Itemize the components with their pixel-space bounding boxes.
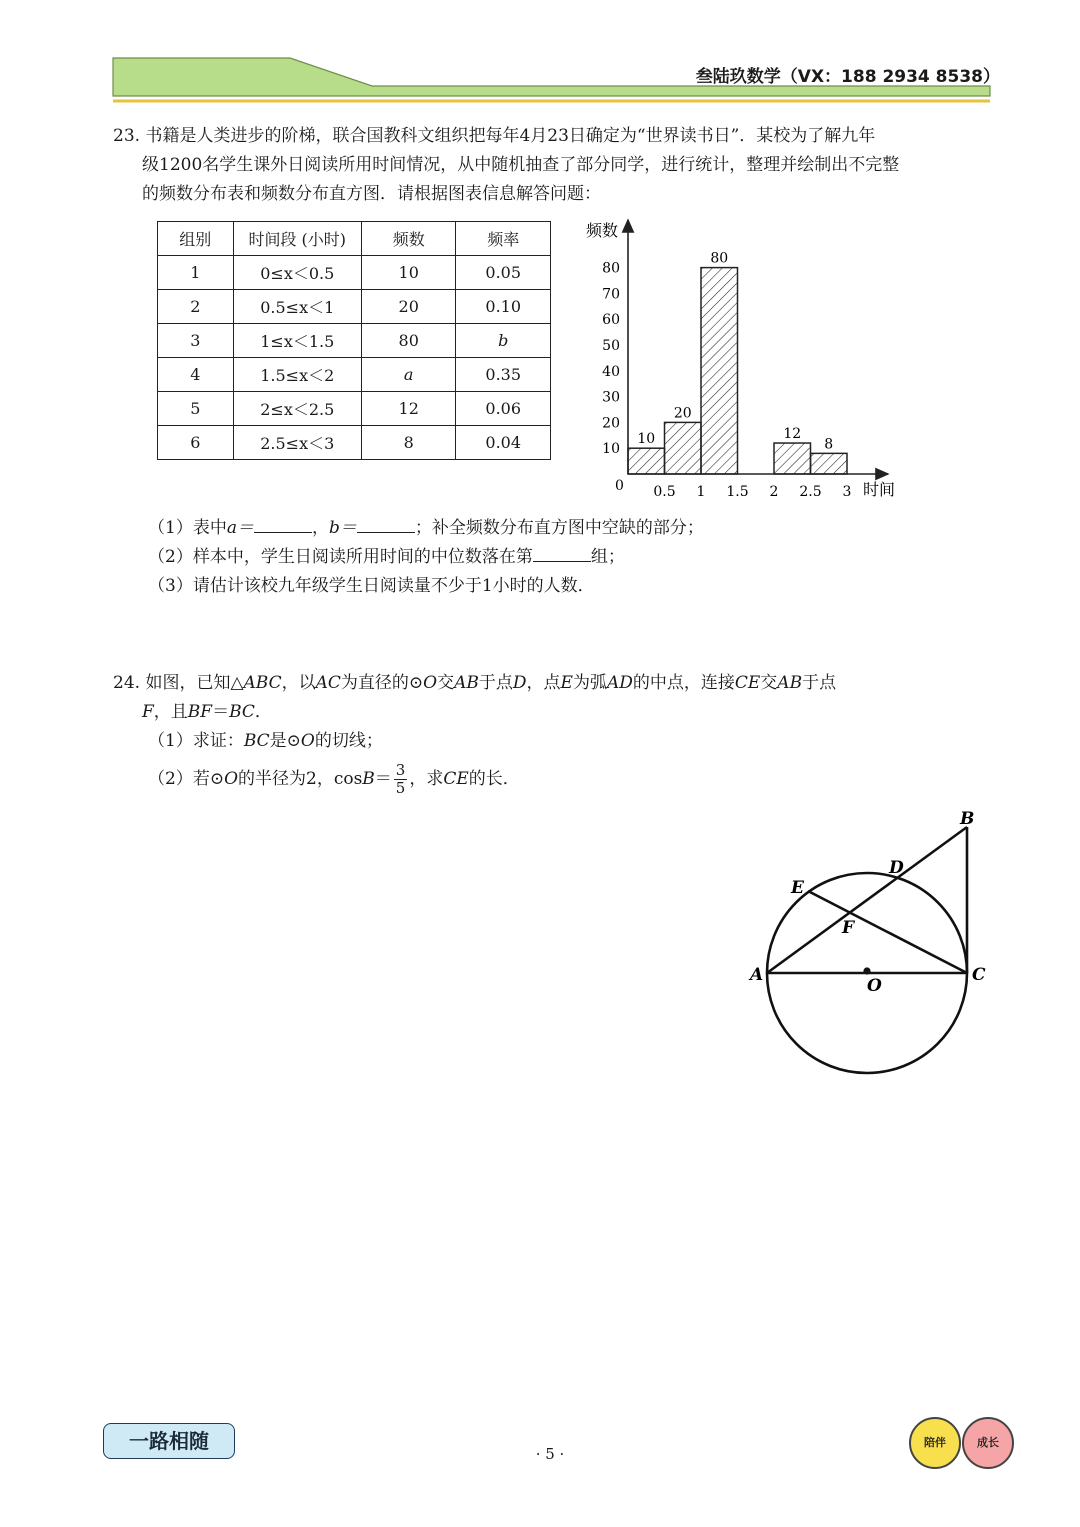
table-cell: 4 — [158, 358, 234, 392]
table-cell: 12 — [361, 392, 455, 426]
q23-line3: 的频数分布表和频数分布直方图．请根据图表信息解答问题： — [142, 184, 601, 204]
frequency-table — [157, 221, 551, 460]
table-cell: 10 — [361, 256, 455, 290]
label-e: E — [791, 878, 804, 898]
q23-sub1-b: b＝ — [328, 518, 357, 538]
q24-var: F — [142, 702, 154, 722]
answer-blank-a[interactable] — [254, 514, 312, 533]
q24-var: BF — [187, 702, 213, 722]
table-cell: 0.04 — [456, 426, 551, 460]
label-d: D — [889, 858, 904, 878]
table-row — [158, 324, 551, 358]
table-cell: 20 — [361, 290, 455, 324]
table-cell: 8 — [361, 426, 455, 460]
header-title: 叁陆玖数学（VX：188 2934 8538） — [695, 67, 1000, 87]
bar-value-label: 10 — [637, 431, 656, 448]
label-b: B — [960, 809, 975, 829]
table-cell: 2.5≤x＜3 — [233, 426, 361, 460]
table-cell: 1 — [158, 256, 234, 290]
x-tick-label: 1.5 — [726, 484, 749, 500]
badge-peiban: 陪伴 — [909, 1417, 961, 1469]
q24-text: ，点 — [526, 673, 561, 693]
q24-text: ，且 — [153, 702, 188, 722]
q24-line2 — [113, 698, 1013, 727]
y-tick-label: 50 — [602, 338, 620, 354]
table-cell: b — [456, 324, 551, 358]
table-cell: a — [361, 358, 455, 392]
label-c: C — [972, 965, 986, 985]
circle-triangle-figure — [745, 805, 1025, 1085]
q23-sub2-post: 组； — [590, 547, 625, 567]
x-tick-label: 2 — [769, 484, 779, 500]
segment-ce — [808, 891, 967, 973]
histogram-bar — [774, 443, 811, 474]
q24-var: BC — [243, 731, 270, 751]
table-row — [158, 358, 551, 392]
answer-blank-group[interactable] — [533, 543, 591, 562]
x-tick-label: 1 — [696, 484, 706, 500]
q23-sub1-post: ；补全频数分布直方图中空缺的部分； — [414, 518, 704, 538]
q23-subquestions — [148, 514, 998, 601]
label-a: A — [750, 965, 764, 985]
table-cell: 1.5≤x＜2 — [233, 358, 361, 392]
y-tick-label: 80 — [602, 260, 620, 277]
q24-var: O — [224, 769, 238, 789]
table-cell: 0.5≤x＜1 — [233, 290, 361, 324]
q23-sub1 — [148, 514, 998, 543]
table-header-cell: 频率 — [456, 222, 551, 256]
q24-text: 的长． — [468, 769, 520, 789]
fraction-numerator: 3 — [395, 761, 406, 779]
q24-text: （1）求证： — [148, 731, 244, 751]
q24-text: ＝ — [212, 702, 230, 722]
q23-sub2-pre: （2）样本中，学生日阅读所用时间的中位数落在第 — [148, 547, 533, 567]
q24-text: 为直径的⊙ — [340, 673, 424, 693]
label-f: F — [842, 918, 855, 938]
table-header-cell: 时间段 (小时) — [233, 222, 361, 256]
origin-label: 0 — [615, 478, 624, 494]
q24-text: 的中点，连接 — [632, 673, 735, 693]
table-header-cell: 组别 — [158, 222, 234, 256]
label-o: O — [867, 976, 882, 996]
q24-text: ＝ — [374, 769, 392, 789]
q24-text: 如图，已知△ — [145, 673, 244, 693]
table-cell: 0.05 — [456, 256, 551, 290]
q24-stem — [113, 669, 1013, 797]
fraction-denominator: 5 — [395, 779, 406, 797]
y-axis-label: 频数 — [586, 221, 619, 240]
footer-tag: 一路相随 — [103, 1423, 235, 1459]
histogram-bar — [811, 453, 848, 474]
table-cell: 2 — [158, 290, 234, 324]
badge-chengzhang: 成长 — [962, 1417, 1014, 1469]
histogram-bar — [665, 422, 702, 474]
table-row — [158, 426, 551, 460]
q24-text: 的切线； — [314, 731, 383, 751]
fraction-three-fifths — [394, 762, 408, 797]
y-tick-label: 20 — [602, 415, 620, 432]
bar-value-label: 12 — [783, 426, 802, 443]
answer-blank-b[interactable] — [357, 514, 415, 533]
q24-sub2 — [113, 762, 1013, 797]
q24-text: 为弧 — [572, 673, 607, 693]
q24-var: E — [560, 673, 573, 693]
y-tick-label: 70 — [602, 286, 620, 303]
q23-number: 23. — [113, 126, 141, 146]
table-row — [158, 392, 551, 426]
bar-value-label: 8 — [824, 436, 834, 453]
q24-text: 的半径为2，cos — [238, 769, 363, 789]
x-tick-label: 3 — [842, 484, 852, 500]
q23-line1 — [113, 122, 1003, 151]
y-tick-label: 10 — [602, 441, 620, 458]
table-cell: 0.06 — [456, 392, 551, 426]
q24-text: （2）若⊙ — [148, 769, 225, 789]
table-cell: 0.10 — [456, 290, 551, 324]
q24-text: 于点 — [802, 673, 837, 693]
q24-text: ，求 — [409, 769, 444, 789]
q24-var: CE — [443, 769, 469, 789]
q24-number: 24. — [113, 673, 141, 693]
bar-value-label: 80 — [710, 250, 729, 267]
table-cell: 1≤x＜1.5 — [233, 324, 361, 358]
q24-var: AB — [777, 673, 803, 693]
q24-sub1 — [113, 727, 1013, 756]
q23-line2: 级1200名学生课外日阅读所用时间情况，从中随机抽查了部分同学，进行统计，整理并绘制出不完整 — [142, 155, 900, 175]
q23-sub1-comma: ， — [311, 518, 329, 538]
histogram-bar — [701, 268, 738, 474]
x-tick-label: 2.5 — [799, 484, 822, 500]
table-row — [158, 290, 551, 324]
x-tick-label: 0.5 — [653, 484, 676, 500]
table-cell: 0.35 — [456, 358, 551, 392]
x-axis-label: 时间 — [863, 480, 896, 499]
q24-text: ． — [254, 702, 272, 722]
q24-text: 交 — [437, 673, 455, 693]
q23-stem — [113, 122, 1003, 209]
frequency-histogram — [570, 212, 910, 502]
table-row — [158, 256, 551, 290]
table-cell: 2≤x＜2.5 — [233, 392, 361, 426]
table-header-row — [158, 222, 551, 256]
table-cell: 80 — [361, 324, 455, 358]
header-band — [0, 0, 1080, 110]
table-header-cell: 频数 — [361, 222, 455, 256]
q23-sub3: （3）请估计该校九年级学生日阅读量不少于1小时的人数． — [148, 576, 595, 596]
q24-var: O — [423, 673, 438, 693]
q24-var: B — [362, 769, 375, 789]
q24-var: AD — [606, 673, 633, 693]
q24-var: AC — [315, 673, 341, 693]
histogram-bar — [628, 448, 665, 474]
q24-text: ，以 — [281, 673, 316, 693]
q24-text: 于点 — [478, 673, 513, 693]
q24-text: 交 — [760, 673, 778, 693]
y-tick-label: 30 — [602, 389, 620, 406]
q23-sub2 — [148, 543, 998, 572]
q24-var: AB — [454, 673, 479, 693]
q24-var: O — [300, 731, 315, 751]
q24-var: BC — [229, 702, 255, 722]
q23-text-1: 书籍是人类进步的阶梯，联合国教科文组织把每年4月23日确定为“世界读书日”．某校为了解九年 — [145, 126, 876, 146]
table-cell: 5 — [158, 392, 234, 426]
q23-sub1-pre: （1）表中 — [148, 518, 227, 538]
q24-var: D — [512, 673, 527, 693]
y-tick-label: 60 — [602, 312, 620, 329]
table-cell: 6 — [158, 426, 234, 460]
center-point — [863, 967, 870, 974]
bar-value-label: 20 — [673, 405, 692, 422]
table-cell: 0≤x＜0.5 — [233, 256, 361, 290]
page-number: · 5 · — [535, 1445, 565, 1463]
q24-line1 — [113, 669, 1013, 698]
table-cell: 3 — [158, 324, 234, 358]
header — [0, 0, 1080, 110]
q24-text: 是⊙ — [269, 731, 301, 751]
q24-var: CE — [734, 673, 761, 693]
q24-var: ABC — [243, 673, 282, 693]
y-tick-label: 40 — [602, 363, 620, 380]
q23-sub1-a: a＝ — [226, 518, 254, 538]
